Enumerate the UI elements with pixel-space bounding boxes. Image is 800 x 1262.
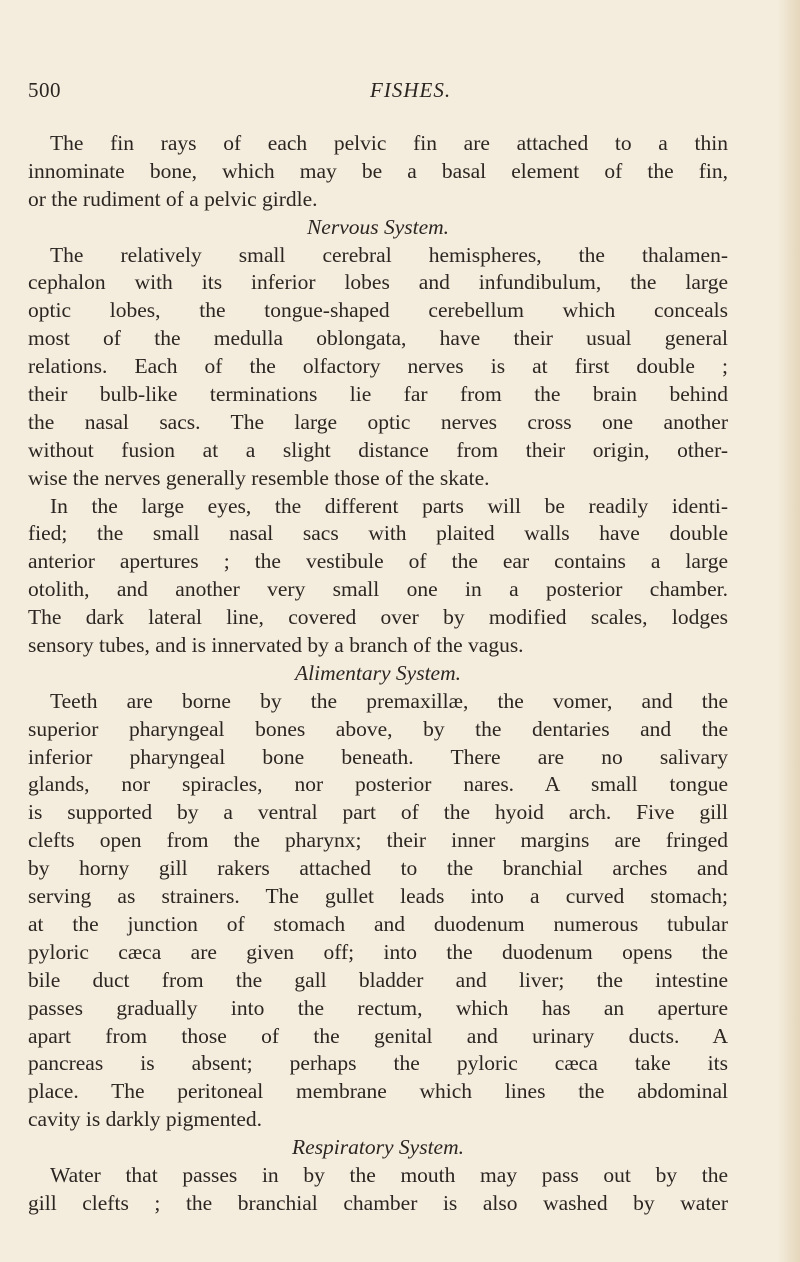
text-line: In the large eyes, the different parts will be readily identi- [50,493,728,518]
paragraph [28,1162,728,1218]
body-text [28,130,728,1218]
page-number: 500 [28,78,61,102]
section-heading: Respiratory System. [292,1135,464,1160]
text-line: otolith, and another very small one in a posterior chamber. [28,577,728,602]
text-line: Water that passes in by the mouth may pass out by the [50,1162,728,1187]
text-line: apart from those of the genital and urinary ducts. A [28,1023,728,1048]
paragraph [28,130,728,214]
page-edge-shading [778,0,800,1262]
section-heading: Nervous System. [306,214,450,239]
running-title: FISHES. [370,78,452,102]
text-line: anterior apertures ; the vestibule of the ear contains a large [28,549,728,574]
text-line: bile duct from the gall bladder and liver; the intestine [28,967,728,992]
text-line: relations. Each of the olfactory nerves is at first double ; [28,354,728,379]
text-line: pyloric cæca are given off; into the duodenum opens the [28,939,728,964]
text-line: Teeth are borne by the premaxillæ, the vomer, and the [50,688,728,713]
text-line: fied; the small nasal sacs with plaited walls have double [28,521,728,546]
text-line: without fusion at a slight distance from their origin, other- [28,437,728,462]
text-line: by horny gill rakers attached to the branchial arches and [28,856,728,881]
text-line: at the junction of stomach and duodenum numerous tubular [28,911,728,936]
running-head [28,78,728,108]
text-line: cephalon with its inferior lobes and infundibulum, the large [28,270,728,295]
text-line: innominate bone, which may be a basal element of the fin, [28,158,728,183]
text-line: gill clefts ; the branchial chamber is also washed by water [28,1190,728,1215]
text-line: pancreas is absent; perhaps the pyloric cæca take its [28,1051,728,1076]
text-line: place. The peritoneal membrane which lines the abdominal [28,1079,728,1104]
text-line: passes gradually into the rectum, which has an aperture [28,995,728,1020]
paragraph [28,493,728,660]
text-line: their bulb-like terminations lie far from the brain behind [28,382,728,407]
text-line: serving as strainers. The gullet leads into a curved stomach; [28,884,728,909]
text-line: wise the nerves generally resemble those of the skate. [28,465,490,490]
text-line: optic lobes, the tongue-shaped cerebellum which conceals [28,298,728,323]
text-line: inferior pharyngeal bone beneath. There are no salivary [28,744,728,769]
text-line: superior pharyngeal bones above, by the dentaries and the [28,716,728,741]
text-line: The relatively small cerebral hemispheres, the thalamen- [50,242,728,267]
text-line: clefts open from the pharynx; their inner margins are fringed [28,828,728,853]
section-heading: Alimentary System. [295,660,461,685]
text-line: sensory tubes, and is innervated by a branch of the vagus. [28,633,524,658]
text-line: the nasal sacs. The large optic nerves cross one another [28,409,728,434]
paragraph [28,242,728,493]
text-line: is supported by a ventral part of the hyoid arch. Five gill [28,800,728,825]
text-line: The dark lateral line, covered over by modified scales, lodges [28,605,728,630]
text-line: cavity is darkly pigmented. [28,1107,263,1132]
text-line: glands, nor spiracles, nor posterior nares. A small tongue [28,772,728,797]
paragraph [28,688,728,1134]
text-line: most of the medulla oblongata, have their usual general [28,326,728,351]
text-line: or the rudiment of a pelvic girdle. [28,186,318,211]
text-line: The fin rays of each pelvic fin are attached to a thin [50,131,728,155]
